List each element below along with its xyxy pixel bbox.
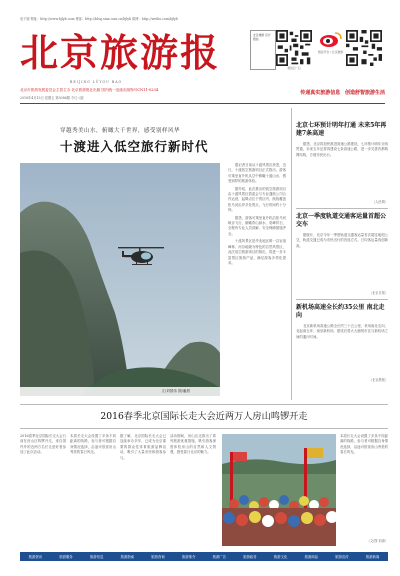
masthead-date-line: 2016年4月15日 星期五 第3086期 今日八版 [20,96,84,100]
sidebar-item-author: （北京日报） [368,290,388,295]
slogan-2: 创造舒智旅游生活 [344,90,385,96]
masthead-top-line: 电子版·网址：http://www.bjlyb.com 博客：http://blog.sina.com.cn/bjlyb 微博：http://weibo.com/bjlyb [20,17,178,21]
story2-paragraph: 2016春季北京国际长走大会日前在房山区鸣锣开走，来自国内外的近两万名长走爱好者参加了此次活动。 [20,434,66,455]
lead-paragraph: 十渡风景区是华北地区唯一以岩溶峰林、河谷地貌为特色的自然风景区，此次低空旅游项目的推出，将进一步丰富景区旅游产品，满足游客多样化需求。 [228,239,286,265]
weibo-logo-icon [318,30,344,48]
info-box [250,30,276,70]
lead-paragraph: 据记者日前从十渡风景区获悉，近日，十渡低空旅游项目正式推出，游客可乘坐直升机从空中俯瞰十渡山水，感受别样的旅游体验。 [228,163,286,184]
sidebar-item-title: 新机场高速全长约35公里 南北走向 [296,304,385,320]
story2-photo-image [222,434,336,546]
footer-item[interactable]: 旅游新闻 [365,555,380,559]
sidebar-item-title: 北京七环预计明年打通 未来5年再建7条高速 [296,122,387,138]
story2-author: （文/图 刘涛） [366,539,388,543]
lead-paragraph: 据悉，游客可乘坐直升机沿拒马河峡谷飞行，俯瞰青山绿水、奇峰异石，全程有专业人员讲解，安全保障措施齐全。 [228,215,286,236]
masthead-sub-line: 北京市旅游发展委员会主管主办 北京旅游报社出版 国内统一连续出版物号CN11-0234 [20,88,159,92]
footer-item[interactable]: 旅游商品 [304,555,319,559]
lead-body [228,163,286,396]
qr-code-icon [276,30,312,66]
sidebar-item-body: 据统计，北京今年一季度轨道交通客运量首次超过地面公交，轨道交通已成为市民出行的首选方式，日均客运量再创新高。 [296,232,388,248]
photo-caption: 文/刘国伟 图/潘晨 [161,389,190,393]
sidebar-divider [296,208,388,209]
sidebar [296,122,388,382]
qr-left-label: 微信扫一扫 [287,67,301,70]
sidebar-item-author: （人民网） [372,199,388,204]
section-divider [20,428,388,429]
sidebar-item-body: 据悉，北京将加快推进高速公路建设，七环预计明年全线贯通，未来五年还将再建设七条高速公路，进一步完善首都路网结构，方便市民出行。 [296,141,388,157]
footer-item[interactable]: 旅游政务 [243,555,257,559]
qr-right-label: 微信平台 / 北京旅游 [318,50,344,54]
info-box-text: 北京旅游 官方微信 [253,33,271,41]
lead-photo-image [20,163,220,396]
footer-item[interactable]: 旅游资讯 [28,555,43,559]
footer-item[interactable]: 旅游宣传 [335,555,349,559]
logo-char-2: 京 [60,30,101,75]
footer-item[interactable]: 旅游推介 [181,555,196,559]
footer-strip [20,552,388,561]
story2-paragraph: 据了解，北京国际长走大会已连续举办多年，已成为北京重要的群众性体育旅游品牌活动，吸引了大量市民和游客参与。 [120,434,166,460]
logo-char-3: 旅 [100,30,141,75]
story2-side-text: 本届长走大会设置了多条不同距离的线路，参与者可根据自身情况选择，沿途可欣赏房山秀美的春日风光。 [340,434,388,455]
story2-paragraph: 本届长走大会设置了多条不同距离的线路，参与者可根据自身情况选择，沿途可欣赏房山秀美的春日风光。 [70,434,116,455]
slogan-line [270,89,385,96]
lead-kicker: 穿越秀美山水，俯瞰大千世界，感受别样风华 [60,128,180,134]
logo-char-4: 游 [140,30,181,75]
footer-item[interactable]: 旅游指南 [120,555,135,559]
photo-caption-bar [20,387,220,396]
section-divider [20,404,388,405]
masthead-pinyin: BEIJING LÜYOU BAO [70,80,123,84]
logo-char-5: 报 [180,30,221,75]
story2-paragraph: 活动期间，房山区还推出了系列旅游优惠措施，吸引游客深度体验房山的自然和人文景观，感受春日北京的魅力。 [170,434,216,455]
footer-item[interactable]: 旅游服务 [59,555,73,559]
footer-item[interactable]: 旅游信息 [89,555,104,559]
sidebar-item-title: 北京一季度轨道交通客运量首超公交车 [296,213,387,229]
masthead-logo [20,26,260,80]
footer-item[interactable]: 旅游广告 [212,555,227,559]
story2-headline: 2016春季北京国际长走大会近两万人房山鸣锣开走 [100,411,308,422]
logo-char-1: 北 [20,30,61,75]
slogan-1: 传递真实旅游信息 [300,90,341,96]
qr-code-icon [346,30,382,66]
sidebar-divider [296,299,388,300]
sidebar-item-author: （北京晨报） [368,377,388,382]
lead-paragraph: 据介绍，此次推出的低空旅游项目由十渡风景区管委会与专业通航公司合作运营，起降点位于景区内，航线覆盖拒马河沿岸多处景点，飞行时间约十分钟。 [228,186,286,213]
masthead-divider [20,103,385,104]
lead-headline: 十渡进入低空旅行新时代 [60,139,209,154]
footer-item[interactable]: 旅游文化 [273,555,288,559]
sidebar-item-body: 北京新机场高速公路全长约三十五公里，采用南北走向，北起南五环，南至新机场，建成后将大大缩短市区与新机场之间的通行时间。 [296,323,388,339]
column-divider [291,108,292,400]
footer-item[interactable]: 旅游咨询 [151,555,165,559]
